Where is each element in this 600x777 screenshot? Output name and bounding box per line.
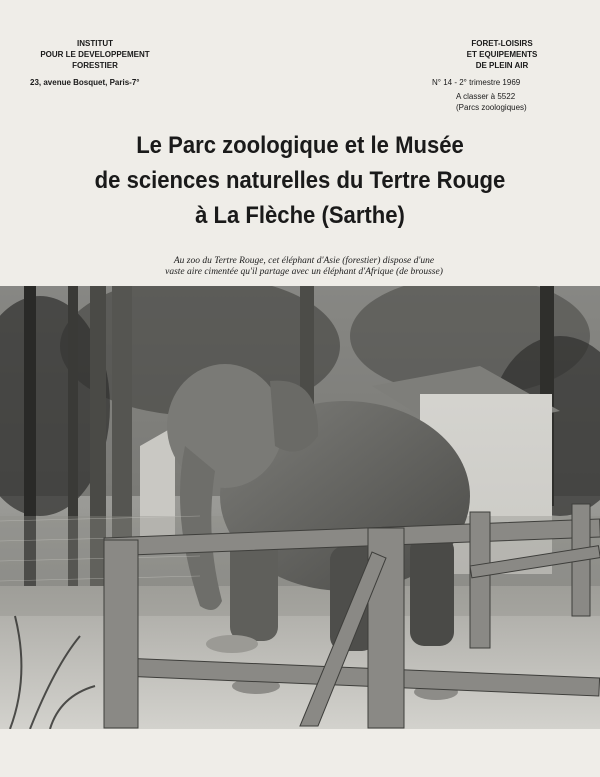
classification: A classer à 5522	[456, 92, 516, 101]
title-line3: à La Flèche (Sarthe)	[195, 202, 405, 229]
elephant-photo	[0, 286, 600, 729]
series-name-line1: FORET-LOISIRS	[471, 39, 533, 48]
classification-subject: (Parcs zoologiques)	[456, 103, 527, 112]
caption-line2: vaste aire cimentée qu'il partage avec un éléphant d'Afrique (de brousse)	[165, 267, 443, 277]
page-title	[52, 128, 549, 233]
series-name-line3: DE PLEIN AIR	[475, 61, 529, 70]
institute-header	[30, 38, 160, 88]
institute-name-line3: FORESTIER	[72, 61, 118, 70]
institute-name-line2: POUR LE DEVELOPPEMENT	[40, 50, 150, 59]
photo-caption	[118, 256, 490, 278]
publication-header	[432, 38, 572, 113]
title-line2: de sciences naturelles du Tertre Rouge	[94, 167, 506, 194]
issue-number: N° 14 - 2° trimestre 1969	[432, 78, 521, 87]
caption-line1: Au zoo du Tertre Rouge, cet éléphant d'Asie (forestier) dispose d'une	[173, 256, 435, 266]
institute-address: 23, avenue Bosquet, Paris-7°	[30, 78, 140, 87]
institute-name-line1: INSTITUT	[77, 39, 113, 48]
series-name-line2: ET EQUIPEMENTS	[466, 50, 538, 59]
title-line1: Le Parc zoologique et le Musée	[136, 132, 464, 159]
